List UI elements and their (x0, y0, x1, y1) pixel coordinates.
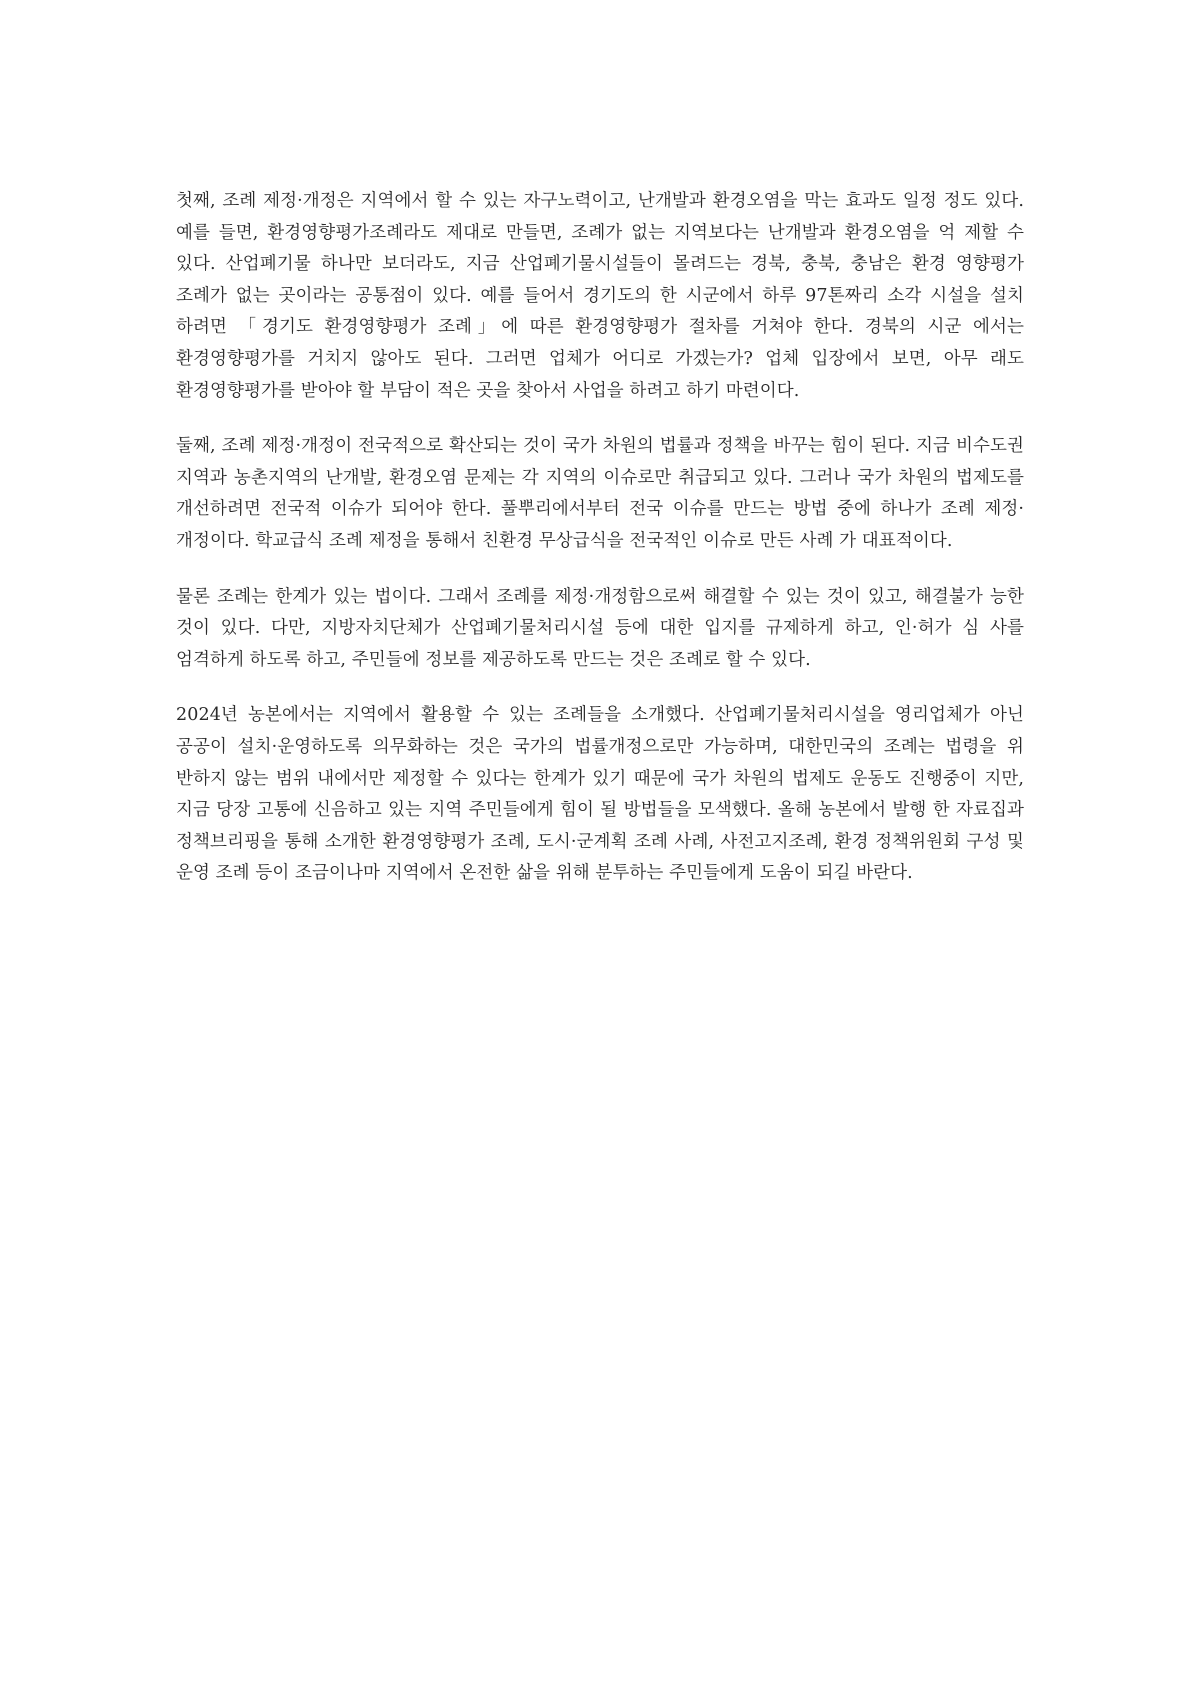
paragraph-4-line-6: 정책위원회 구성 및 운영 조례 등이 조금이나마 지역에서 온전한 삶을 위해 분투하는 주민들에게 도움이 (176, 831, 1025, 884)
paragraph-4-line-4: 지만, 지금 당장 고통에 신음하고 있는 지역 주민들에게 힘이 될 방법들을 모색했다. 올해 농본에서 발행 (176, 768, 1025, 821)
paragraph-4-line-2: 공공이 설치·운영하도록 의무화하는 것은 국가의 법률개정으로만 가능하며, 대한민국의 조례는 법령을 위 (176, 736, 1024, 757)
paragraph-3-line-3: 사를 엄격하게 하도록 하고, 주민들에 정보를 제공하도록 만드는 것은 조례로 할 수 있다. (176, 618, 1024, 670)
paragraph-1-line-4: 영향평가 조례가 없는 곳이라는 공통점이 있다. 예를 들어서 경기도의 한 시군에서 하루 97톤짜리 소각 (176, 254, 1024, 306)
paragraph-3-line-1: 물론 조례는 한계가 있는 법이다. 그래서 조례를 제정·개정함으로써 해결할 수 있는 것이 있고, 해결불가 (176, 586, 983, 607)
paragraph-2 (176, 431, 1024, 557)
paragraph-3-line-2: 능한 것이 있다. 다만, 지방자치단체가 산업폐기물처리시설 등에 대한 입지를 규제하게 하고, 인·허가 심 (176, 586, 1024, 639)
paragraph-1-line-7: 래도 환경영향평가를 받아야 할 부담이 적은 곳을 찾아서 사업을 하려고 하기 마련이다. (176, 348, 1024, 401)
paragraph-1-line-2: 있다. 예를 들면, 환경영향평가조례라도 제대로 만들면, 조례가 없는 지역보다는 난개발과 환경오염을 억 (176, 191, 1024, 243)
paragraph-4-line-7: 되길 바란다. (816, 863, 913, 884)
paragraph-4 (176, 700, 1024, 890)
paragraph-2-line-1: 둘째, 조례 제정·개정이 전국적으로 확산되는 것이 국가 차원의 법률과 정책을 바꾸는 힘이 된다. 지금 (176, 436, 951, 457)
paragraph-4-line-1: 2024년 농본에서는 지역에서 활용할 수 있는 조례들을 소개했다. 산업폐기물처리시설을 영리업체가 아닌 (176, 705, 1024, 726)
paragraph-1-line-6: 에서는 환경영향평가를 거치지 않아도 된다. 그러면 업체가 어디로 가겠는가? 업체 입장에서 보면, 아무 (176, 317, 1024, 369)
paragraph-2-line-5: 가 대표적이다. (839, 530, 953, 551)
paragraph-2-line-4: 하나가 조례 제정·개정이다. 학교급식 조례 제정을 통해서 친환경 무상급식을 전국적인 이슈로 만든 사례 (176, 499, 1024, 551)
paragraph-1-line-5: 시설을 설치 하려면 「경기도 환경영향평가 조례」에 따른 환경영향평가 절차를 거쳐야 한다. 경북의 시군 (176, 285, 1025, 338)
paragraph-3 (176, 582, 1024, 677)
paragraph-1-line-3: 제할 수 있다. 산업폐기물 하나만 보더라도, 지금 산업폐기물시설들이 몰려드는 경북, 충북, 충남은 환경 (176, 222, 1024, 275)
paragraph-1-line-1: 첫째, 조례 제정·개정은 지역에서 할 수 있는 자구노력이고, 난개발과 환경오염을 막는 효과도 일정 정도 (176, 191, 978, 211)
paragraph-4-line-3: 반하지 않는 범위 내에서만 제정할 수 있다는 한계가 있기 때문에 국가 차원의 법제도 운동도 진행중이 (176, 768, 977, 789)
paragraph-4-line-5: 한 자료집과 정책브리핑을 통해 소개한 환경영향평가 조례, 도시·군계획 조례 사례, 사전고지조례, 환경 (176, 800, 1024, 852)
paragraph-2-line-2: 비수도권 지역과 농촌지역의 난개발, 환경오염 문제는 각 지역의 이슈로만 취급되고 있다. 그러나 국가 (176, 436, 1024, 488)
paragraph-2-line-3: 차원의 법제도를 개선하려면 전국적 이슈가 되어야 한다. 풀뿌리에서부터 전국 이슈를 만드는 방법 중에 (176, 467, 1024, 520)
paragraph-1 (176, 186, 1024, 407)
document-body (176, 186, 1024, 914)
